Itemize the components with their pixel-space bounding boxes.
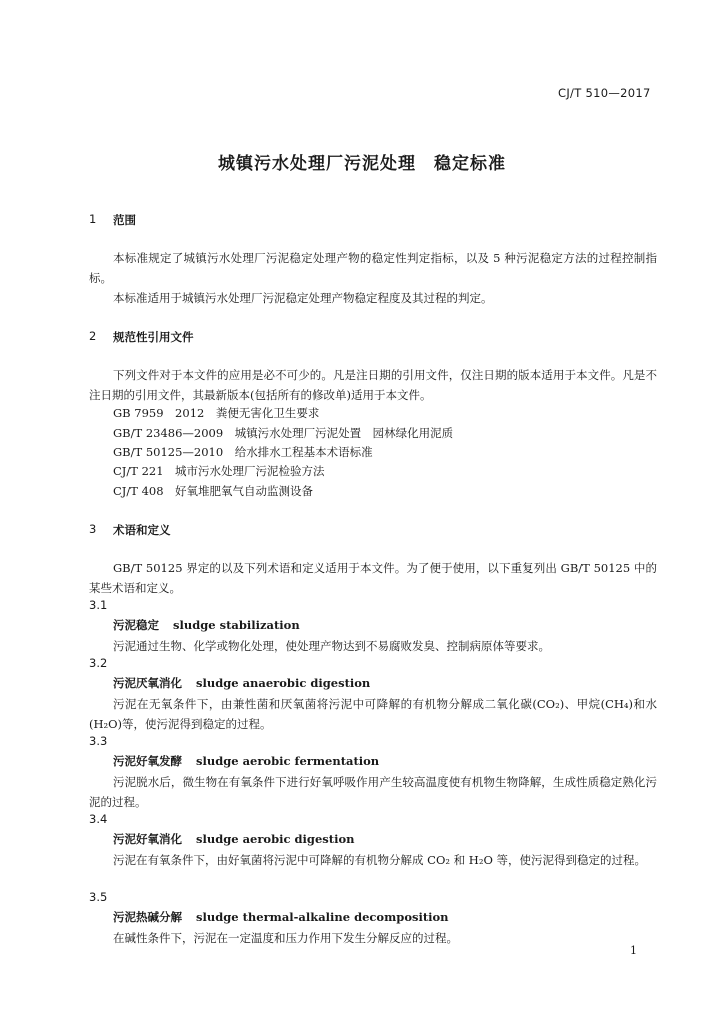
- term-number: 3.1: [89, 598, 108, 612]
- section-2-paragraph-1: 下列文件对于本文件的应用是必不可少的。凡是注日期的引用文件，仅注日期的版本适用于本文件。凡是不注日期的引用文件，其最新版本(包括所有的修改单)适用于本文件。: [89, 368, 657, 402]
- term-english: sludge aerobic fermentation: [196, 754, 380, 768]
- term-definition: 污泥在无氧条件下，由兼性菌和厌氧菌将污泥中可降解的有机物分解成二氧化碳(CO₂)、甲烷(CH₄)和水(H₂O)等，使污泥得到稳定的过程。: [89, 697, 657, 731]
- document-title: 城镇污水处理厂污泥处理 稳定标准: [218, 154, 506, 174]
- term-number: 3.2: [89, 656, 108, 670]
- section-1-title: 范围: [113, 213, 136, 227]
- section-3-number: 3: [89, 522, 97, 536]
- term-chinese: 污泥稳定: [113, 618, 159, 632]
- standard-code: CJ/T 510—2017: [558, 86, 651, 100]
- term-number: 3.4: [89, 812, 108, 826]
- section-3-intro: GB/T 50125 界定的以及下列术语和定义适用于本文件。为了便于使用，以下重复列出 GB/T 50125 中的某些术语和定义。: [89, 561, 657, 595]
- section-2-title: 规范性引用文件: [113, 330, 194, 344]
- section-1-paragraph-2: 本标准适用于城镇污水处理厂污泥稳定处理产物稳定程度及其过程的判定。: [113, 291, 493, 305]
- term-heading: [113, 675, 370, 691]
- term-chinese: 污泥热碱分解: [113, 910, 182, 924]
- term-english: sludge stabilization: [173, 618, 300, 632]
- section-3-title: 术语和定义: [113, 523, 171, 537]
- term-definition: 污泥脱水后，微生物在有氧条件下进行好氧呼吸作用产生较高温度使有机物生物降解，生成性质稳定熟化污泥的过程。: [89, 775, 657, 809]
- term-chinese: 污泥好氧消化: [113, 832, 182, 846]
- term-definition: 在碱性条件下，污泥在一定温度和压力作用下发生分解反应的过程。: [113, 931, 458, 945]
- term-heading: [113, 753, 379, 769]
- normative-reference: GB/T 23486—2009 城镇污水处理厂污泥处置 园林绿化用泥质: [113, 426, 454, 440]
- term-chinese: 污泥好氧发酵: [113, 754, 182, 768]
- term-english: sludge aerobic digestion: [196, 832, 355, 846]
- normative-reference: GB 7959 2012 粪便无害化卫生要求: [113, 406, 320, 420]
- term-english: sludge thermal-alkaline decomposition: [196, 910, 449, 924]
- term-chinese: 污泥厌氧消化: [113, 676, 182, 690]
- term-english: sludge anaerobic digestion: [196, 676, 371, 690]
- section-1-paragraph-1: 本标准规定了城镇污水处理厂污泥稳定处理产物的稳定性判定指标，以及 5 种污泥稳定方法的过程控制指标。: [89, 251, 657, 285]
- normative-reference: CJ/T 408 好氧堆肥氧气自动监测设备: [113, 484, 314, 498]
- section-1-number: 1: [89, 212, 97, 226]
- term-heading: [113, 909, 449, 925]
- term-definition: 污泥通过生物、化学或物化处理，使处理产物达到不易腐败发臭、控制病原体等要求。: [113, 639, 550, 653]
- section-2-number: 2: [89, 329, 97, 343]
- normative-reference: GB/T 50125—2010 给水排水工程基本术语标准: [113, 445, 373, 459]
- normative-reference: CJ/T 221 城市污水处理厂污泥检验方法: [113, 464, 325, 478]
- page-number: 1: [630, 944, 637, 957]
- term-heading: [113, 617, 300, 633]
- term-number: 3.3: [89, 734, 108, 748]
- term-heading: [113, 831, 354, 847]
- term-number: 3.5: [89, 890, 108, 904]
- term-definition: 污泥在有氧条件下，由好氧菌将污泥中可降解的有机物分解成 CO₂ 和 H₂O 等，使污泥得到稳定的过程。: [113, 853, 647, 867]
